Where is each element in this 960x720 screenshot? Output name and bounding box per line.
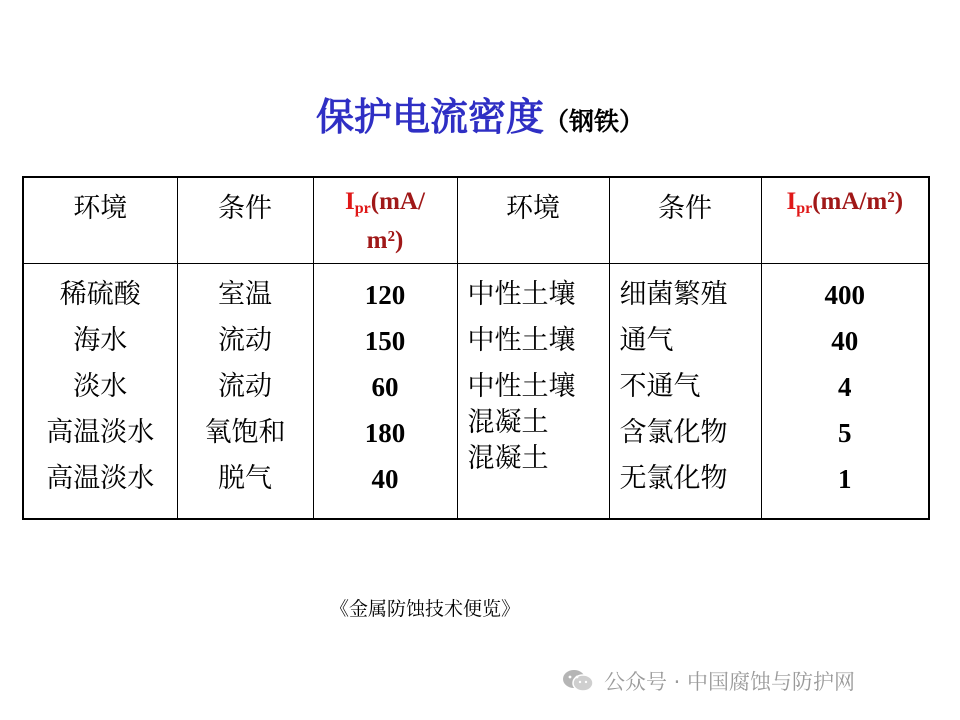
cond-item: 不通气	[619, 370, 701, 402]
table-header-row	[23, 177, 929, 263]
cond-cell-left	[177, 263, 313, 519]
title-sub: （钢铁）	[544, 107, 645, 136]
ipr-value: 400	[824, 279, 865, 310]
ipr-cell-left	[313, 263, 457, 519]
env-item: 混凝土	[467, 442, 549, 474]
ipr-value: 180	[364, 417, 406, 448]
current-density-table	[22, 176, 930, 520]
header-ipr-left	[313, 177, 457, 263]
page-title	[0, 86, 960, 141]
env-item: 中性土壤	[467, 370, 576, 402]
cond-item: 细菌繁殖	[619, 278, 728, 310]
ipr-value: 4	[838, 371, 852, 402]
header-ipr-right	[761, 177, 929, 263]
ipr-header-label: $I_{pr}(mA/m^2)$	[786, 188, 904, 217]
env-item: 海水	[73, 324, 128, 356]
env-item: 高温淡水	[46, 462, 155, 494]
cond-item: 流动	[218, 324, 272, 356]
table-row	[23, 263, 929, 519]
ipr-value: 40	[371, 463, 399, 494]
env-item: 混凝土	[467, 406, 549, 438]
env-item: 中性土壤	[467, 324, 576, 356]
env-item: 高温淡水	[46, 416, 155, 448]
cond-item: 室温	[218, 278, 272, 310]
ipr-header-label: $I_{pr}(mA/$ m²)	[345, 188, 425, 254]
cond-item: 氧饱和	[204, 416, 286, 448]
ipr-value: 5	[838, 417, 852, 448]
title-main: 保护电流密度	[315, 95, 544, 139]
cond-item: 通气	[619, 324, 674, 356]
wechat-icon	[562, 668, 594, 694]
header-env-left: 环境	[23, 177, 177, 263]
header-cond-right: 条件	[609, 177, 761, 263]
env-item: 中性土壤	[467, 278, 576, 310]
header-cond-left: 条件	[177, 177, 313, 263]
env-cell-right	[457, 263, 609, 519]
cond-cell-right	[609, 263, 761, 519]
env-cell-left	[23, 263, 177, 519]
cond-item: 流动	[218, 370, 272, 402]
ipr-value: 40	[831, 325, 859, 356]
cond-item: 含氯化物	[619, 416, 728, 448]
source-citation: 《金属防蚀技术便览》	[330, 598, 521, 620]
env-item: 淡水	[73, 370, 128, 402]
ipr-value: 60	[371, 371, 399, 402]
watermark	[562, 666, 855, 696]
cond-item: 无氯化物	[619, 462, 728, 494]
env-item: 稀硫酸	[59, 278, 141, 310]
ipr-value: 150	[364, 325, 406, 356]
ipr-cell-right	[761, 263, 929, 519]
header-env-right: 环境	[457, 177, 609, 263]
cond-item: 脱气	[218, 462, 272, 494]
watermark-text: 公众号 · 中国腐蚀与防护网	[604, 670, 856, 694]
ipr-value: 1	[838, 463, 852, 494]
ipr-value: 120	[364, 279, 406, 310]
